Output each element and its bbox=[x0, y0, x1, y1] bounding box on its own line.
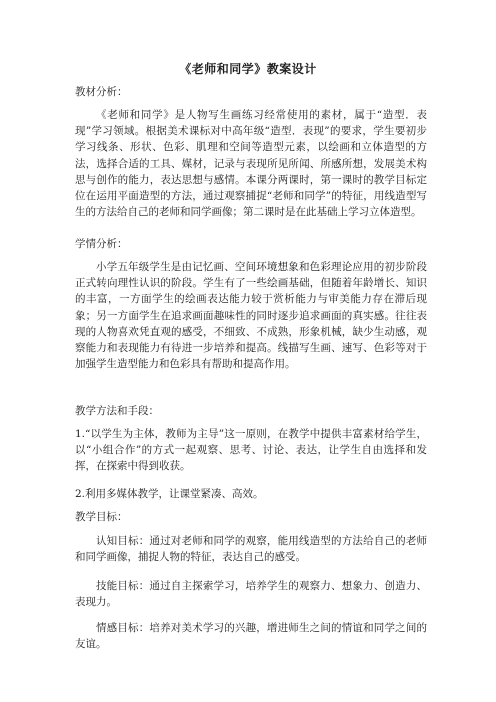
paragraph-goal-skill: 技能目标：通过自主探索学习，培养学生的观察力、想象力、创造力、表现力。 bbox=[75, 580, 427, 609]
section-heading-goals: 教学目标： bbox=[75, 511, 128, 523]
paragraph-method-2: 2.利用多媒体教学，让课堂紧凑、高效。 bbox=[75, 488, 264, 500]
section-heading-learner: 学情分析： bbox=[75, 238, 128, 250]
document-title: 《老师和同学》教案设计 bbox=[179, 62, 317, 76]
paragraph-material-analysis: 《老师和同学》是人物写生画练习经常使用的素材，属于“造型．表现”学习领域。根据美术课标对中高年级“造型．表现”的要求，学生要初步学习线条、形状、色彩、肌理和空间等造型元素，以绘画和立体造型的方法，选择合适的工具、媒材，记录与表现所见所闻、所感所想，发展美术构思与创作的能力，表达思想与感情。本课分两课时，第一课时的教学目标定位在运用平面造型的方法，通过观察捕捉“老师和同学”的特征，用线造型写生的方法给自己的老师和同学画像；第二课时是在此基础上学习立体造型。 bbox=[75, 109, 427, 219]
paragraph-learner-analysis: 小学五年级学生是由记忆画、空间环境想象和色彩理论应用的初步阶段正式转向理性认识的阶段。学生有了一些绘画基础，但随着年龄增长、知识的丰富，一方面学生的绘画表达能力较于赏析能力与审美能力存在滞后现象；另一方面学生在追求画面趣味性的同时逐步追求画面的真实感。往往表现的人物喜欢凭直观的感受，不细致、不成熟，形象机械，缺少生动感，观察能力和表现能力有待进一步培养和提高。线描写生画、速写、色彩等对于加强学生造型能力和色彩具有帮助和提高作用。 bbox=[75, 261, 427, 371]
paragraph-goal-cognitive: 认知目标：通过对老师和同学的观察，能用线造型的方法给自己的老师和同学画像，捕捉人物的特征，表达自己的感受。 bbox=[75, 535, 427, 564]
paragraph-method-1: 1.“以学生为主体，教师为主导”这一原则，在教学中提供丰富素材给学生，以“小组合作”的方式一起观察、思考、讨论、表达，让学生自由选择和发挥，在探索中得到收获。 bbox=[75, 428, 427, 473]
section-heading-methods: 教学方法和手段： bbox=[75, 405, 159, 417]
paragraph-goal-emotion: 情感目标：培养对美术学习的兴趣，增进师生之间的情谊和同学之间的友谊。 bbox=[75, 622, 427, 651]
section-heading-material: 教材分析： bbox=[75, 86, 128, 98]
